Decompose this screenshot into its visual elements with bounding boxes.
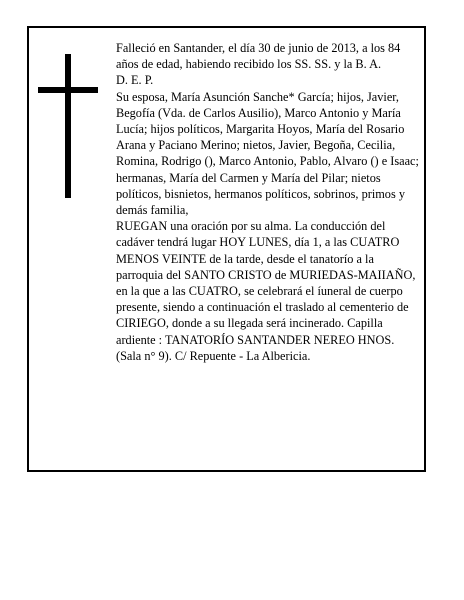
death-announcement: Falleció en Santander, el día 30 de junio de 2013, a los 84 años de edad, habiendo recibido los SS. SS. y la B. A. [116,41,401,72]
rip-line: D. E. P. [116,73,154,88]
obituary-text [116,40,420,364]
funeral-details: RUEGAN una oración por su alma. La conducción del cadáver tendrá lugar HOY LUNES, día 1, a las CUATRO MENOS VEINTE de la tarde, desde el tanatorío a la parroquia del SANTO CRISTO de MURIEDAS-MAIIAÑO, en la que a las CUATRO, se celebrará el íuneral de cuerpo presente, siendo a continuación el traslado al cementerio de CIRIEGO, donde a su llegada será incinerado. Capilla ardiente : TANATORÍO SANTANDER NEREO HNOS. (Sala n° 9). C/ Repuente - La Albericia. [116,219,416,363]
cross-icon [38,54,98,198]
cross-horizontal-bar [38,87,98,93]
cross-vertical-bar [65,54,71,198]
family-list: Su esposa, María Asunción Sanche* García; hijos, Javier, Begofía (Vda. de Carlos Ausilio), Marco Antonio y María Lucía; hijos políticos, Margarita Hoyos, María del Rosario Arana y Paciano Merino; nietos, Javier, Begoña, Cecilia, Romina, Rodrigo (), Marco Antonio, Pablo, Alvaro () e Isaac; hermanas, María del Carmen y María del Pilar; nietos políticos, bisnietos, hermanos políticos, sobrinos, primos y demás familia, [116,89,419,218]
